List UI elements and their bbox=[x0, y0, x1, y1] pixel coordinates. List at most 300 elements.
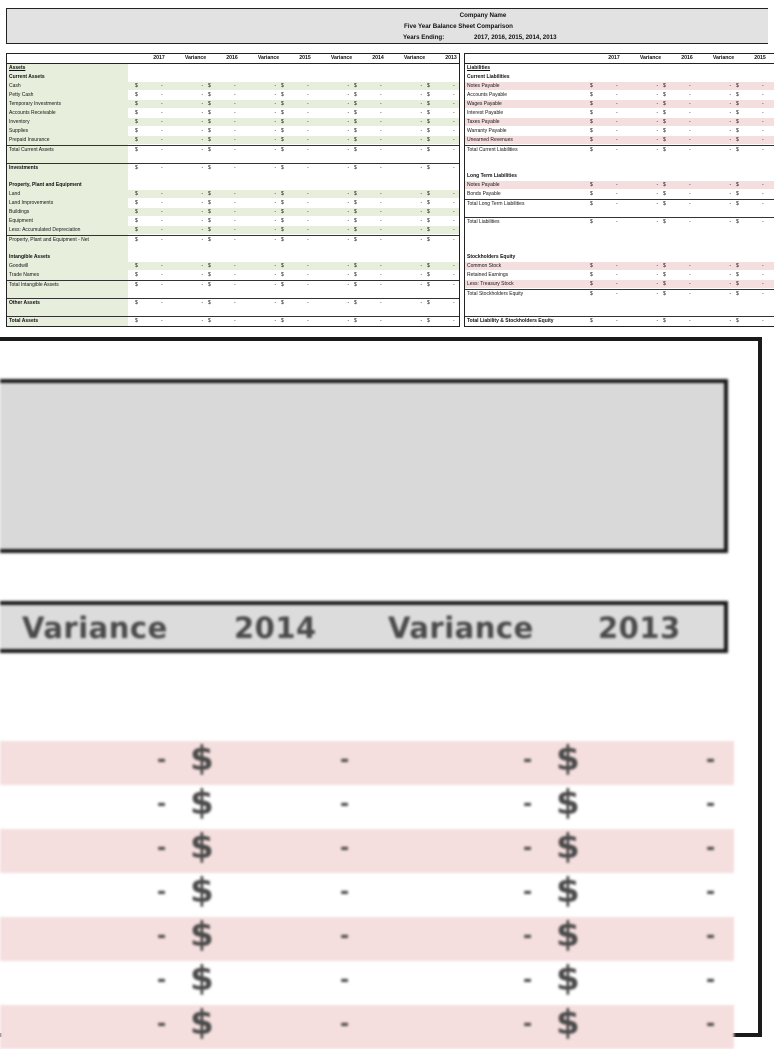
cell-value: - bbox=[453, 92, 455, 98]
cell-value: - bbox=[307, 318, 309, 324]
cell-value: - bbox=[307, 237, 309, 243]
currency-symbol: $ bbox=[354, 200, 357, 206]
table-row bbox=[465, 82, 774, 90]
table-row bbox=[7, 271, 459, 279]
cell-value: - bbox=[689, 318, 691, 324]
cell-value: - bbox=[307, 83, 309, 89]
currency-symbol: $ bbox=[281, 263, 284, 269]
currency-symbol: $ bbox=[354, 318, 357, 324]
value-dash: - bbox=[340, 968, 350, 993]
value-dash: - bbox=[340, 880, 350, 905]
table-row bbox=[7, 172, 459, 180]
variance-dash: - bbox=[157, 792, 167, 817]
row-label: Buildings bbox=[9, 209, 30, 215]
cell-value: - bbox=[616, 182, 618, 188]
currency-symbol: $ bbox=[663, 128, 666, 134]
cell-value: - bbox=[689, 182, 691, 188]
variance-value: - bbox=[201, 119, 204, 125]
row-label: Total Long Term Liabilities bbox=[467, 201, 525, 207]
variance-value: - bbox=[420, 272, 423, 278]
currency-symbol: $ bbox=[354, 282, 357, 288]
variance-value: - bbox=[347, 272, 350, 278]
liabilities-column-headers bbox=[465, 54, 774, 64]
table-row bbox=[465, 172, 774, 180]
variance-value: - bbox=[656, 128, 659, 134]
cell-value: - bbox=[453, 83, 455, 89]
table-row bbox=[7, 163, 459, 172]
row-label: Equipment bbox=[9, 218, 33, 224]
currency-symbol: $ bbox=[590, 92, 593, 98]
variance-value: - bbox=[201, 318, 204, 324]
cell-value: - bbox=[762, 219, 764, 225]
currency-symbol: $ bbox=[427, 110, 430, 116]
variance-value: - bbox=[347, 227, 350, 233]
cell-value: - bbox=[307, 119, 309, 125]
row-label: Investments bbox=[9, 165, 39, 171]
cell-value: - bbox=[307, 272, 309, 278]
variance-value: - bbox=[347, 110, 350, 116]
cell-value: - bbox=[161, 263, 163, 269]
zoomed-table-row bbox=[0, 785, 734, 829]
variance-value: - bbox=[201, 137, 204, 143]
cell-value: - bbox=[453, 300, 455, 306]
cell-value: - bbox=[453, 119, 455, 125]
sheet-header bbox=[6, 8, 768, 44]
table-row bbox=[465, 289, 774, 298]
variance-value: - bbox=[347, 92, 350, 98]
currency-symbol: $ bbox=[663, 263, 666, 269]
currency-symbol: $ bbox=[427, 128, 430, 134]
currency-symbol: $ bbox=[354, 128, 357, 134]
table-row bbox=[7, 316, 459, 325]
row-label: Intangible Assets bbox=[9, 254, 51, 260]
row-label: Land Improvements bbox=[9, 200, 54, 206]
table-row bbox=[7, 235, 459, 244]
currency-symbol: $ bbox=[663, 191, 666, 197]
column-header: 2017 bbox=[608, 55, 620, 61]
variance-dash: - bbox=[157, 1012, 167, 1037]
currency-symbol: $ bbox=[736, 201, 739, 207]
cell-value: - bbox=[234, 227, 236, 233]
currency-symbol: $ bbox=[736, 137, 739, 143]
currency-symbol: $ bbox=[281, 300, 284, 306]
variance-value: - bbox=[201, 282, 204, 288]
currency-symbol: $ bbox=[736, 119, 739, 125]
variance-value: - bbox=[347, 191, 350, 197]
currency-symbol: $ bbox=[281, 200, 284, 206]
column-header: Variance bbox=[712, 55, 735, 61]
currency-symbol: $ bbox=[208, 119, 211, 125]
cell-value: - bbox=[453, 209, 455, 215]
value-dash: - bbox=[706, 924, 716, 949]
currency-symbol: $ bbox=[427, 237, 430, 243]
table-row bbox=[7, 100, 459, 108]
cell-value: - bbox=[234, 263, 236, 269]
cell-value: - bbox=[453, 200, 455, 206]
cell-value: - bbox=[307, 165, 309, 171]
column-header: Variance bbox=[257, 55, 280, 61]
cell-value: - bbox=[234, 318, 236, 324]
table-row bbox=[465, 199, 774, 208]
table-row bbox=[465, 100, 774, 108]
currency-symbol: $ bbox=[190, 827, 214, 867]
variance-value: - bbox=[347, 147, 350, 153]
value-dash: - bbox=[706, 836, 716, 861]
table-row bbox=[465, 262, 774, 270]
variance-value: - bbox=[274, 237, 277, 243]
variance-value: - bbox=[420, 101, 423, 107]
cell-value: - bbox=[234, 272, 236, 278]
column-header: 2016 bbox=[226, 55, 238, 61]
currency-symbol: $ bbox=[590, 291, 593, 297]
variance-value: - bbox=[420, 92, 423, 98]
variance-value: - bbox=[656, 318, 659, 324]
variance-value: - bbox=[420, 119, 423, 125]
table-row bbox=[465, 136, 774, 144]
row-label: Assets bbox=[9, 65, 26, 71]
row-label: Unearned Revenues bbox=[467, 137, 513, 143]
currency-symbol: $ bbox=[590, 110, 593, 116]
currency-symbol: $ bbox=[281, 83, 284, 89]
variance-value: - bbox=[656, 92, 659, 98]
variance-value: - bbox=[729, 281, 732, 287]
variance-value: - bbox=[729, 191, 732, 197]
cell-value: - bbox=[689, 219, 691, 225]
cell-value: - bbox=[762, 92, 764, 98]
variance-dash: - bbox=[157, 880, 167, 905]
currency-symbol: $ bbox=[208, 101, 211, 107]
currency-symbol: $ bbox=[354, 119, 357, 125]
currency-symbol: $ bbox=[135, 110, 138, 116]
currency-symbol: $ bbox=[427, 92, 430, 98]
cell-value: - bbox=[689, 128, 691, 134]
row-label: Total Intangible Assets bbox=[9, 282, 59, 288]
column-header: Variance bbox=[639, 55, 662, 61]
variance-value: - bbox=[656, 201, 659, 207]
table-row bbox=[7, 190, 459, 198]
cell-value: - bbox=[161, 128, 163, 134]
currency-symbol: $ bbox=[663, 92, 666, 98]
variance-dash: - bbox=[523, 792, 533, 817]
currency-symbol: $ bbox=[427, 282, 430, 288]
variance-dash: - bbox=[523, 748, 533, 773]
variance-value: - bbox=[201, 200, 204, 206]
currency-symbol: $ bbox=[354, 227, 357, 233]
value-dash: - bbox=[340, 836, 350, 861]
cell-value: - bbox=[762, 83, 764, 89]
cell-value: - bbox=[762, 147, 764, 153]
currency-symbol: $ bbox=[281, 119, 284, 125]
currency-symbol: $ bbox=[208, 165, 211, 171]
cell-value: - bbox=[380, 147, 382, 153]
zoomed-table-row bbox=[0, 961, 734, 1005]
assets-table bbox=[6, 53, 460, 327]
table-row bbox=[7, 262, 459, 270]
currency-symbol: $ bbox=[135, 227, 138, 233]
table-row bbox=[7, 298, 459, 307]
variance-value: - bbox=[274, 128, 277, 134]
currency-symbol: $ bbox=[590, 119, 593, 125]
variance-value: - bbox=[274, 318, 277, 324]
variance-value: - bbox=[729, 201, 732, 207]
currency-symbol: $ bbox=[354, 110, 357, 116]
currency-symbol: $ bbox=[556, 915, 580, 955]
row-label: Liabilities bbox=[467, 65, 491, 71]
zoomed-column-header: Variance bbox=[22, 611, 168, 645]
variance-value: - bbox=[420, 282, 423, 288]
cell-value: - bbox=[307, 300, 309, 306]
cell-value: - bbox=[453, 110, 455, 116]
table-row bbox=[465, 244, 774, 252]
variance-value: - bbox=[420, 83, 423, 89]
variance-value: - bbox=[656, 182, 659, 188]
table-row bbox=[465, 271, 774, 279]
variance-value: - bbox=[420, 237, 423, 243]
currency-symbol: $ bbox=[427, 263, 430, 269]
table-row bbox=[465, 307, 774, 315]
currency-symbol: $ bbox=[427, 101, 430, 107]
cell-value: - bbox=[234, 128, 236, 134]
variance-dash: - bbox=[523, 968, 533, 993]
variance-value: - bbox=[201, 300, 204, 306]
cell-value: - bbox=[161, 101, 163, 107]
variance-value: - bbox=[274, 147, 277, 153]
currency-symbol: $ bbox=[208, 200, 211, 206]
currency-symbol: $ bbox=[663, 101, 666, 107]
currency-symbol: $ bbox=[427, 137, 430, 143]
variance-dash: - bbox=[523, 880, 533, 905]
currency-symbol: $ bbox=[281, 110, 284, 116]
currency-symbol: $ bbox=[590, 128, 593, 134]
cell-value: - bbox=[616, 263, 618, 269]
table-row bbox=[7, 82, 459, 90]
cell-value: - bbox=[453, 318, 455, 324]
currency-symbol: $ bbox=[590, 101, 593, 107]
cell-value: - bbox=[161, 119, 163, 125]
currency-symbol: $ bbox=[354, 191, 357, 197]
currency-symbol: $ bbox=[281, 218, 284, 224]
variance-value: - bbox=[420, 165, 423, 171]
row-label: Stockholders Equity bbox=[467, 254, 516, 260]
value-dash: - bbox=[706, 792, 716, 817]
cell-value: - bbox=[234, 300, 236, 306]
currency-symbol: $ bbox=[208, 92, 211, 98]
currency-symbol: $ bbox=[190, 783, 214, 823]
currency-symbol: $ bbox=[590, 137, 593, 143]
currency-symbol: $ bbox=[281, 318, 284, 324]
variance-dash: - bbox=[157, 836, 167, 861]
currency-symbol: $ bbox=[736, 128, 739, 134]
variance-value: - bbox=[201, 272, 204, 278]
row-label: Total Current Liabilities bbox=[467, 147, 518, 153]
currency-symbol: $ bbox=[354, 272, 357, 278]
cell-value: - bbox=[453, 218, 455, 224]
row-label: Total Assets bbox=[9, 318, 39, 324]
variance-value: - bbox=[420, 227, 423, 233]
variance-value: - bbox=[201, 83, 204, 89]
variance-value: - bbox=[274, 209, 277, 215]
currency-symbol: $ bbox=[208, 318, 211, 324]
column-header: Variance bbox=[184, 55, 207, 61]
variance-value: - bbox=[274, 101, 277, 107]
zoomed-column-header: 2013 bbox=[598, 611, 681, 645]
cell-value: - bbox=[762, 272, 764, 278]
cell-value: - bbox=[380, 300, 382, 306]
variance-value: - bbox=[201, 218, 204, 224]
currency-symbol: $ bbox=[281, 191, 284, 197]
variance-value: - bbox=[274, 272, 277, 278]
currency-symbol: $ bbox=[135, 282, 138, 288]
row-label: Total Liabilities bbox=[467, 219, 500, 225]
cell-value: - bbox=[307, 200, 309, 206]
row-label: Property, Plant and Equipment bbox=[9, 182, 82, 188]
currency-symbol: $ bbox=[135, 318, 138, 324]
table-row bbox=[465, 64, 774, 72]
currency-symbol: $ bbox=[663, 137, 666, 143]
variance-value: - bbox=[729, 272, 732, 278]
cell-value: - bbox=[689, 119, 691, 125]
variance-value: - bbox=[729, 119, 732, 125]
value-dash: - bbox=[340, 924, 350, 949]
cell-value: - bbox=[689, 83, 691, 89]
cell-value: - bbox=[380, 272, 382, 278]
value-dash: - bbox=[706, 968, 716, 993]
table-row bbox=[465, 127, 774, 135]
variance-value: - bbox=[420, 200, 423, 206]
cell-value: - bbox=[307, 263, 309, 269]
row-label: Trade Names bbox=[9, 272, 40, 278]
currency-symbol: $ bbox=[135, 165, 138, 171]
variance-value: - bbox=[656, 191, 659, 197]
variance-value: - bbox=[274, 263, 277, 269]
currency-symbol: $ bbox=[135, 209, 138, 215]
variance-value: - bbox=[656, 263, 659, 269]
variance-value: - bbox=[347, 263, 350, 269]
cell-value: - bbox=[234, 119, 236, 125]
currency-symbol: $ bbox=[281, 128, 284, 134]
currency-symbol: $ bbox=[427, 191, 430, 197]
row-label: Taxes Payable bbox=[467, 119, 500, 125]
currency-symbol: $ bbox=[135, 200, 138, 206]
cell-value: - bbox=[161, 272, 163, 278]
cell-value: - bbox=[161, 147, 163, 153]
variance-value: - bbox=[347, 200, 350, 206]
currency-symbol: $ bbox=[736, 281, 739, 287]
cell-value: - bbox=[762, 119, 764, 125]
column-header: 2015 bbox=[754, 55, 766, 61]
variance-value: - bbox=[656, 147, 659, 153]
variance-value: - bbox=[656, 219, 659, 225]
cell-value: - bbox=[453, 191, 455, 197]
row-label: Petty Cash bbox=[9, 92, 34, 98]
column-header: 2013 bbox=[445, 55, 457, 61]
currency-symbol: $ bbox=[427, 318, 430, 324]
variance-dash: - bbox=[157, 968, 167, 993]
cell-value: - bbox=[616, 83, 618, 89]
currency-symbol: $ bbox=[208, 128, 211, 134]
cell-value: - bbox=[380, 119, 382, 125]
variance-value: - bbox=[274, 218, 277, 224]
years-ending-label: Years Ending: bbox=[403, 34, 445, 41]
currency-symbol: $ bbox=[354, 218, 357, 224]
table-row bbox=[465, 109, 774, 117]
currency-symbol: $ bbox=[590, 263, 593, 269]
currency-symbol: $ bbox=[663, 281, 666, 287]
currency-symbol: $ bbox=[663, 83, 666, 89]
currency-symbol: $ bbox=[556, 739, 580, 779]
currency-symbol: $ bbox=[135, 191, 138, 197]
variance-dash: - bbox=[157, 748, 167, 773]
cell-value: - bbox=[161, 300, 163, 306]
cell-value: - bbox=[689, 201, 691, 207]
cell-value: - bbox=[762, 318, 764, 324]
cell-value: - bbox=[689, 272, 691, 278]
cell-value: - bbox=[380, 137, 382, 143]
variance-value: - bbox=[420, 300, 423, 306]
currency-symbol: $ bbox=[736, 182, 739, 188]
cell-value: - bbox=[161, 218, 163, 224]
cell-value: - bbox=[380, 165, 382, 171]
currency-symbol: $ bbox=[135, 272, 138, 278]
table-row bbox=[7, 154, 459, 162]
currency-symbol: $ bbox=[556, 783, 580, 823]
cell-value: - bbox=[380, 101, 382, 107]
cell-value: - bbox=[380, 218, 382, 224]
value-dash: - bbox=[706, 1012, 716, 1037]
variance-value: - bbox=[729, 92, 732, 98]
variance-value: - bbox=[274, 92, 277, 98]
table-row bbox=[465, 298, 774, 306]
cell-value: - bbox=[616, 191, 618, 197]
currency-symbol: $ bbox=[556, 959, 580, 999]
cell-value: - bbox=[762, 291, 764, 297]
currency-symbol: $ bbox=[354, 92, 357, 98]
cell-value: - bbox=[616, 291, 618, 297]
currency-symbol: $ bbox=[427, 200, 430, 206]
currency-symbol: $ bbox=[427, 272, 430, 278]
currency-symbol: $ bbox=[736, 219, 739, 225]
cell-value: - bbox=[380, 227, 382, 233]
cell-value: - bbox=[762, 281, 764, 287]
table-row bbox=[465, 145, 774, 154]
cell-value: - bbox=[762, 101, 764, 107]
currency-symbol: $ bbox=[427, 218, 430, 224]
currency-symbol: $ bbox=[208, 147, 211, 153]
cell-value: - bbox=[616, 318, 618, 324]
variance-value: - bbox=[420, 318, 423, 324]
currency-symbol: $ bbox=[354, 237, 357, 243]
cell-value: - bbox=[234, 110, 236, 116]
balance-sheet-preview bbox=[0, 0, 768, 333]
currency-symbol: $ bbox=[281, 272, 284, 278]
cell-value: - bbox=[616, 201, 618, 207]
zoomed-detail-view bbox=[0, 333, 768, 1043]
cell-value: - bbox=[689, 281, 691, 287]
currency-symbol: $ bbox=[556, 871, 580, 911]
cell-value: - bbox=[234, 200, 236, 206]
table-row bbox=[465, 226, 774, 234]
table-row bbox=[7, 208, 459, 216]
cell-value: - bbox=[616, 92, 618, 98]
variance-value: - bbox=[420, 147, 423, 153]
currency-symbol: $ bbox=[590, 147, 593, 153]
cell-value: - bbox=[161, 282, 163, 288]
table-row bbox=[465, 181, 774, 189]
row-label: Retained Earnings bbox=[467, 272, 509, 278]
currency-symbol: $ bbox=[135, 237, 138, 243]
variance-value: - bbox=[656, 119, 659, 125]
cell-value: - bbox=[234, 101, 236, 107]
